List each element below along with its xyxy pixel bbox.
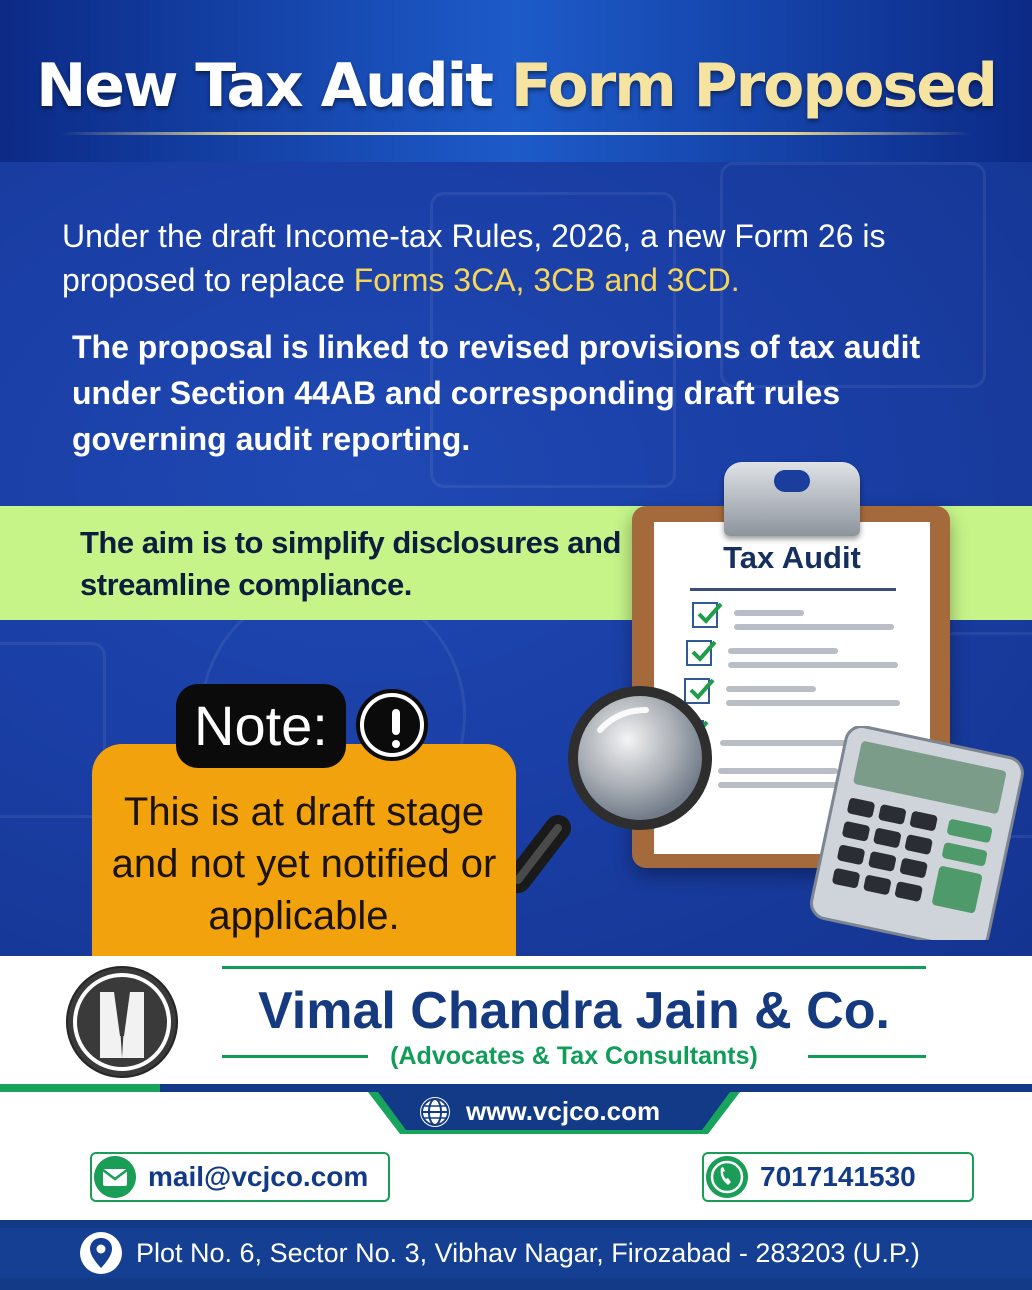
globe-icon [418, 1095, 452, 1129]
email-contact[interactable] [90, 1152, 390, 1202]
phone-text: 7017141530 [760, 1161, 916, 1192]
divider-band-blue [160, 1084, 1032, 1092]
checklist-line [728, 648, 838, 654]
firm-name: Vimal Chandra Jain & Co. [258, 982, 890, 1040]
title-underline [60, 132, 972, 135]
proposal-paragraph: The proposal is linked to revised provisions of tax audit under Section 44AB and corresponding draft rules governing audit reporting. [72, 329, 921, 457]
check-icon [686, 640, 712, 666]
intro-paragraph [62, 214, 962, 302]
note-label: Note: [176, 684, 346, 768]
checklist-line [734, 610, 804, 616]
check-icon [692, 602, 718, 628]
page-title [0, 46, 1032, 126]
address-text: Plot No. 6, Sector No. 3, Vibhav Nagar, Firozabad - 283203 (U.P.) [136, 1238, 920, 1268]
title-part-gold: Form Proposed [510, 51, 996, 121]
aim-text: The aim is to simplify disclosures and streamline compliance. [80, 525, 621, 602]
location-pin-icon [80, 1230, 122, 1276]
checklist-line [728, 662, 898, 668]
intro-highlight: Forms 3CA, 3CB and 3CD. [353, 262, 740, 298]
calculator-icon [806, 726, 1028, 940]
brand-top-rule [222, 966, 926, 969]
title-part-white: New Tax Audit [36, 51, 492, 121]
website-link[interactable]: www.vcjco.com [466, 1096, 661, 1126]
checklist-line [726, 686, 816, 692]
checklist-line [726, 700, 900, 706]
phone-icon [706, 1156, 748, 1198]
magnifier-icon [500, 680, 730, 910]
intro-text: Under the draft Income-tax Rules, 2026, a new Form 26 is proposed to replace [62, 218, 886, 298]
clipboard-title: Tax Audit [723, 540, 861, 575]
mail-icon [94, 1156, 136, 1198]
email-text: mail@vcjco.com [148, 1161, 369, 1192]
exclamation-icon [356, 689, 428, 761]
note-text: This is at draft stage and not yet notified or applicable. [111, 790, 497, 938]
divider-band-green [0, 1084, 160, 1092]
firm-subtitle: (Advocates & Tax Consultants) [390, 1042, 758, 1070]
clipboard-title-rule [690, 588, 896, 591]
clipboard-clip-hole [774, 470, 810, 492]
background-document-shape [0, 642, 106, 818]
firm-subtitle-row [222, 1038, 926, 1074]
phone-contact[interactable] [702, 1152, 974, 1202]
checklist-line [734, 624, 894, 630]
advocate-logo-icon [66, 966, 178, 1078]
